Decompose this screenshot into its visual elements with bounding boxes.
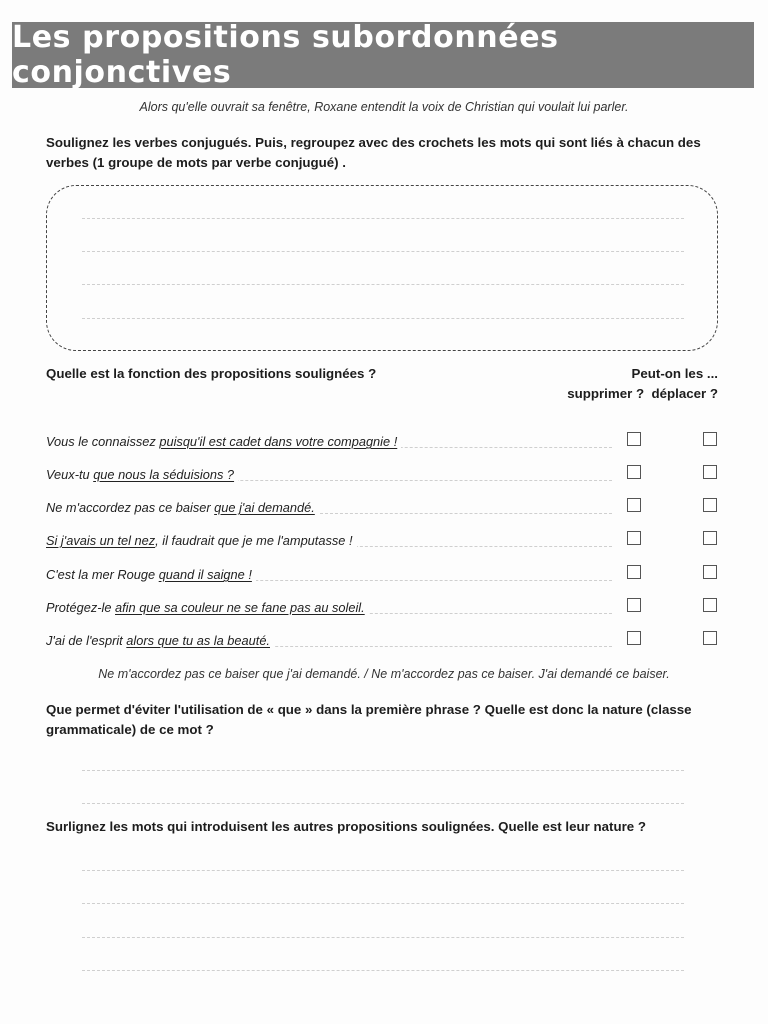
page-title: Les propositions subordonnées conjonctives — [12, 22, 754, 88]
sentence-text — [46, 633, 274, 648]
checkbox-supprimer[interactable] — [627, 531, 641, 545]
sentence-row — [46, 434, 722, 454]
underlined-subordinate-clause: Si j'avais un tel nez — [46, 533, 156, 548]
sentence-row — [46, 500, 722, 520]
answer-line — [82, 318, 684, 319]
checkbox-supprimer[interactable] — [627, 465, 641, 479]
question-function: Quelle est la fonction des propositions soulignées ? — [46, 366, 377, 381]
question-que-nature: Que permet d'éviter l'utilisation de « que » dans la première phrase ? Quelle est donc la nature (classe grammaticale) de ce mot ? — [46, 702, 692, 737]
sentence-main-clause: J'ai de l'esprit — [46, 633, 127, 648]
sentence-row — [46, 600, 722, 620]
sentence-text — [46, 600, 369, 615]
answer-line — [82, 970, 684, 971]
answer-line — [82, 903, 684, 904]
intro-sentence: Alors qu'elle ouvrait sa fenêtre, Roxane entendit la voix de Christian qui voulait lui parler. — [139, 100, 629, 114]
answer-line — [82, 937, 684, 938]
underlined-subordinate-clause: quand il saigne ! — [158, 567, 252, 582]
checkbox-deplacer[interactable] — [703, 498, 717, 512]
checkbox-supprimer[interactable] — [627, 631, 641, 645]
sentence-main-clause: Ne m'accordez pas ce baiser — [46, 500, 215, 515]
sentence-row — [46, 567, 722, 587]
underlined-subordinate-clause: afin que sa couleur ne se fane pas au soleil. — [115, 600, 365, 615]
checkbox-deplacer[interactable] — [703, 598, 717, 612]
question-surlignez: Surlignez les mots qui introduisent les autres propositions soulignées. Quelle est leur nature ? — [46, 819, 646, 834]
answer-line — [82, 251, 684, 252]
sentence-text — [46, 533, 357, 548]
checkbox-deplacer[interactable] — [703, 565, 717, 579]
example-note: Ne m'accordez pas ce baiser que j'ai demandé. / Ne m'accordez pas ce baiser. J'ai demandé ce baiser. — [98, 667, 670, 681]
checkbox-deplacer[interactable] — [703, 465, 717, 479]
sentence-row — [46, 467, 722, 487]
answer-line — [82, 803, 684, 804]
checkbox-supprimer[interactable] — [627, 565, 641, 579]
sentence-text — [46, 500, 319, 515]
sentence-row — [46, 533, 722, 553]
column-move-label: déplacer ? — [651, 386, 718, 401]
instruction-underline-verbs: Soulignez les verbes conjugués. Puis, regroupez avec des crochets les mots qui sont liés à chacun des verbes (1 groupe de mots par verbe conjugué) . — [46, 135, 701, 170]
answer-line — [82, 870, 684, 871]
column-suppress-label: supprimer ? — [567, 386, 645, 401]
underlined-subordinate-clause: puisqu'il est cadet dans votre compagnie ! — [159, 434, 398, 449]
sentence-main-clause: Protégez-le — [46, 600, 115, 615]
sentence-rest: , il faudrait que je me l'amputasse ! — [155, 533, 353, 548]
checkbox-deplacer[interactable] — [703, 531, 717, 545]
underlined-subordinate-clause: que j'ai demandé. — [214, 500, 315, 515]
answer-line — [82, 284, 684, 285]
column-header-title: Peut-on les ... — [631, 366, 718, 381]
answer-box-brackets — [46, 185, 718, 351]
answer-line — [82, 770, 684, 771]
checkbox-supprimer[interactable] — [627, 432, 641, 446]
checkbox-supprimer[interactable] — [627, 598, 641, 612]
sentence-text — [46, 434, 401, 449]
underlined-subordinate-clause: que nous la séduisions ? — [93, 467, 235, 482]
checkbox-deplacer[interactable] — [703, 432, 717, 446]
column-headers — [567, 364, 718, 404]
underlined-subordinate-clause: alors que tu as la beauté. — [126, 633, 270, 648]
answer-line — [82, 218, 684, 219]
sentence-main-clause: C'est la mer Rouge — [46, 567, 159, 582]
sentence-main-clause: Vous le connaissez — [46, 434, 160, 449]
checkbox-deplacer[interactable] — [703, 631, 717, 645]
sentence-text — [46, 567, 256, 582]
checkbox-supprimer[interactable] — [627, 498, 641, 512]
sentence-row — [46, 633, 722, 653]
sentence-text — [46, 467, 238, 482]
sentence-main-clause: Veux-tu — [46, 467, 94, 482]
